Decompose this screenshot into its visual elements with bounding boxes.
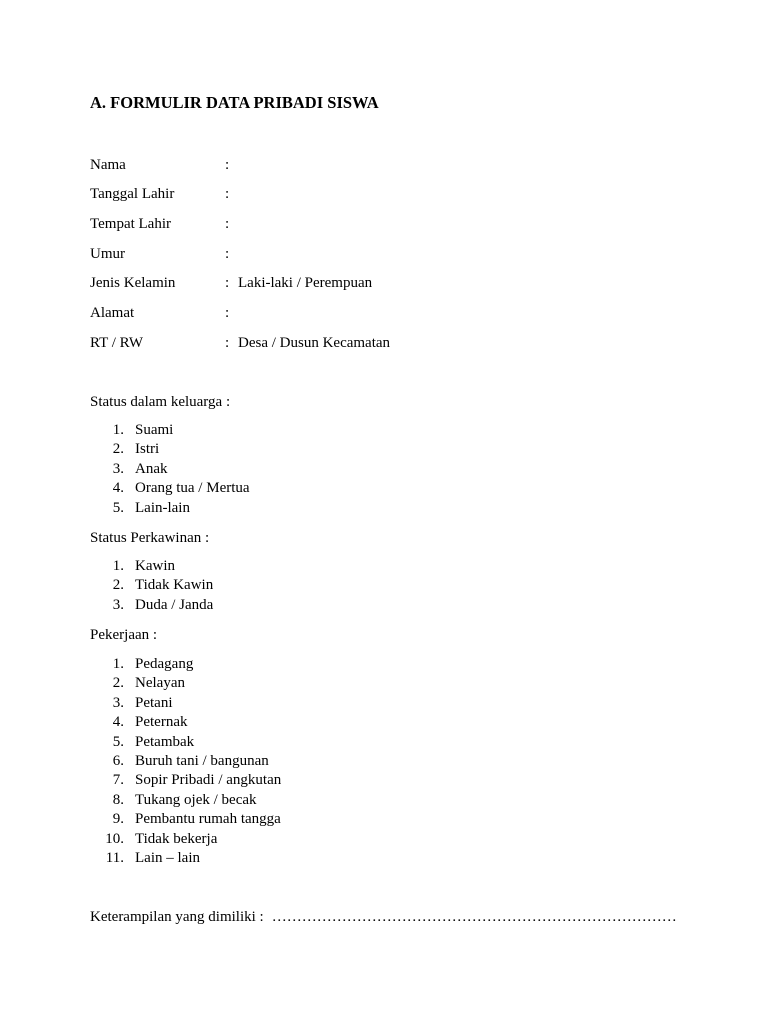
list-text: Anak <box>135 460 168 477</box>
field-value: Laki-laki / Perempuan <box>238 275 373 291</box>
field-label: Jenis Kelamin <box>90 275 176 291</box>
list-number: 10. <box>105 830 124 847</box>
list-number: 2. <box>112 441 124 458</box>
keterampilan-label: Keterampilan yang dimiliki : <box>90 909 264 925</box>
list-number: 8. <box>112 791 124 808</box>
list-number: 1. <box>112 422 124 438</box>
list-number: 4. <box>112 480 124 497</box>
field-colon: : <box>225 305 230 321</box>
field-label: RT / RW <box>90 335 143 351</box>
list-number: 7. <box>112 772 124 789</box>
field-colon: : <box>225 186 230 202</box>
field-label: Umur <box>90 246 125 262</box>
list-number: 1. <box>112 656 124 672</box>
list-number: 4. <box>112 714 124 731</box>
list-text: Nelayan <box>135 675 185 692</box>
pekerjaan-heading: Pekerjaan : <box>90 627 158 643</box>
list-text: Istri <box>135 441 160 458</box>
list-text: Orang tua / Mertua <box>135 480 250 497</box>
list-number: 1. <box>112 558 124 574</box>
list-number: 9. <box>112 811 124 828</box>
list-text: Buruh tani / bangunan <box>135 752 269 769</box>
field-colon: : <box>225 246 230 262</box>
list-number: 2. <box>112 675 124 692</box>
list-text: Pembantu rumah tangga <box>135 811 281 828</box>
list-text: Lain – lain <box>135 849 200 866</box>
list-text: Petani <box>135 694 173 711</box>
list-text: Lain-lain <box>135 499 190 516</box>
list-text: Suami <box>135 422 174 438</box>
list-number: 5. <box>112 733 124 750</box>
field-label: Nama <box>90 157 126 173</box>
list-text: Sopir Pribadi / angkutan <box>135 772 282 789</box>
list-number: 3. <box>112 694 124 711</box>
field-value: Desa / Dusun Kecamatan <box>238 335 391 351</box>
list-text: Peternak <box>135 714 188 731</box>
list-number: 11. <box>105 849 124 866</box>
keterampilan-dotted-line: ……………………………………………………………………… <box>271 909 677 925</box>
list-number: 3. <box>112 596 124 613</box>
page-title: A. FORMULIR DATA PRIBADI SISWA <box>90 93 379 112</box>
list-text: Tidak bekerja <box>135 830 218 847</box>
list-text: Tukang ojek / becak <box>135 791 257 808</box>
field-label: Tempat Lahir <box>90 216 171 232</box>
field-colon: : <box>225 157 230 173</box>
status-perkawinan-heading: Status Perkawinan : <box>90 530 210 546</box>
status-keluarga-heading: Status dalam keluarga : <box>90 394 231 410</box>
field-colon: : <box>225 335 230 351</box>
field-colon: : <box>225 216 230 232</box>
field-label: Tanggal Lahir <box>90 186 175 202</box>
field-label: Alamat <box>90 305 135 321</box>
list-number: 6. <box>112 752 124 769</box>
list-text: Tidak Kawin <box>135 577 214 594</box>
list-number: 2. <box>112 577 124 594</box>
list-text: Petambak <box>135 733 195 750</box>
list-number: 3. <box>112 460 124 477</box>
keterampilan-row <box>90 907 677 927</box>
list-number: 5. <box>112 499 124 516</box>
list-text: Kawin <box>135 558 175 574</box>
field-colon: : <box>225 275 230 291</box>
list-text: Pedagang <box>135 656 194 672</box>
list-text: Duda / Janda <box>135 596 214 613</box>
